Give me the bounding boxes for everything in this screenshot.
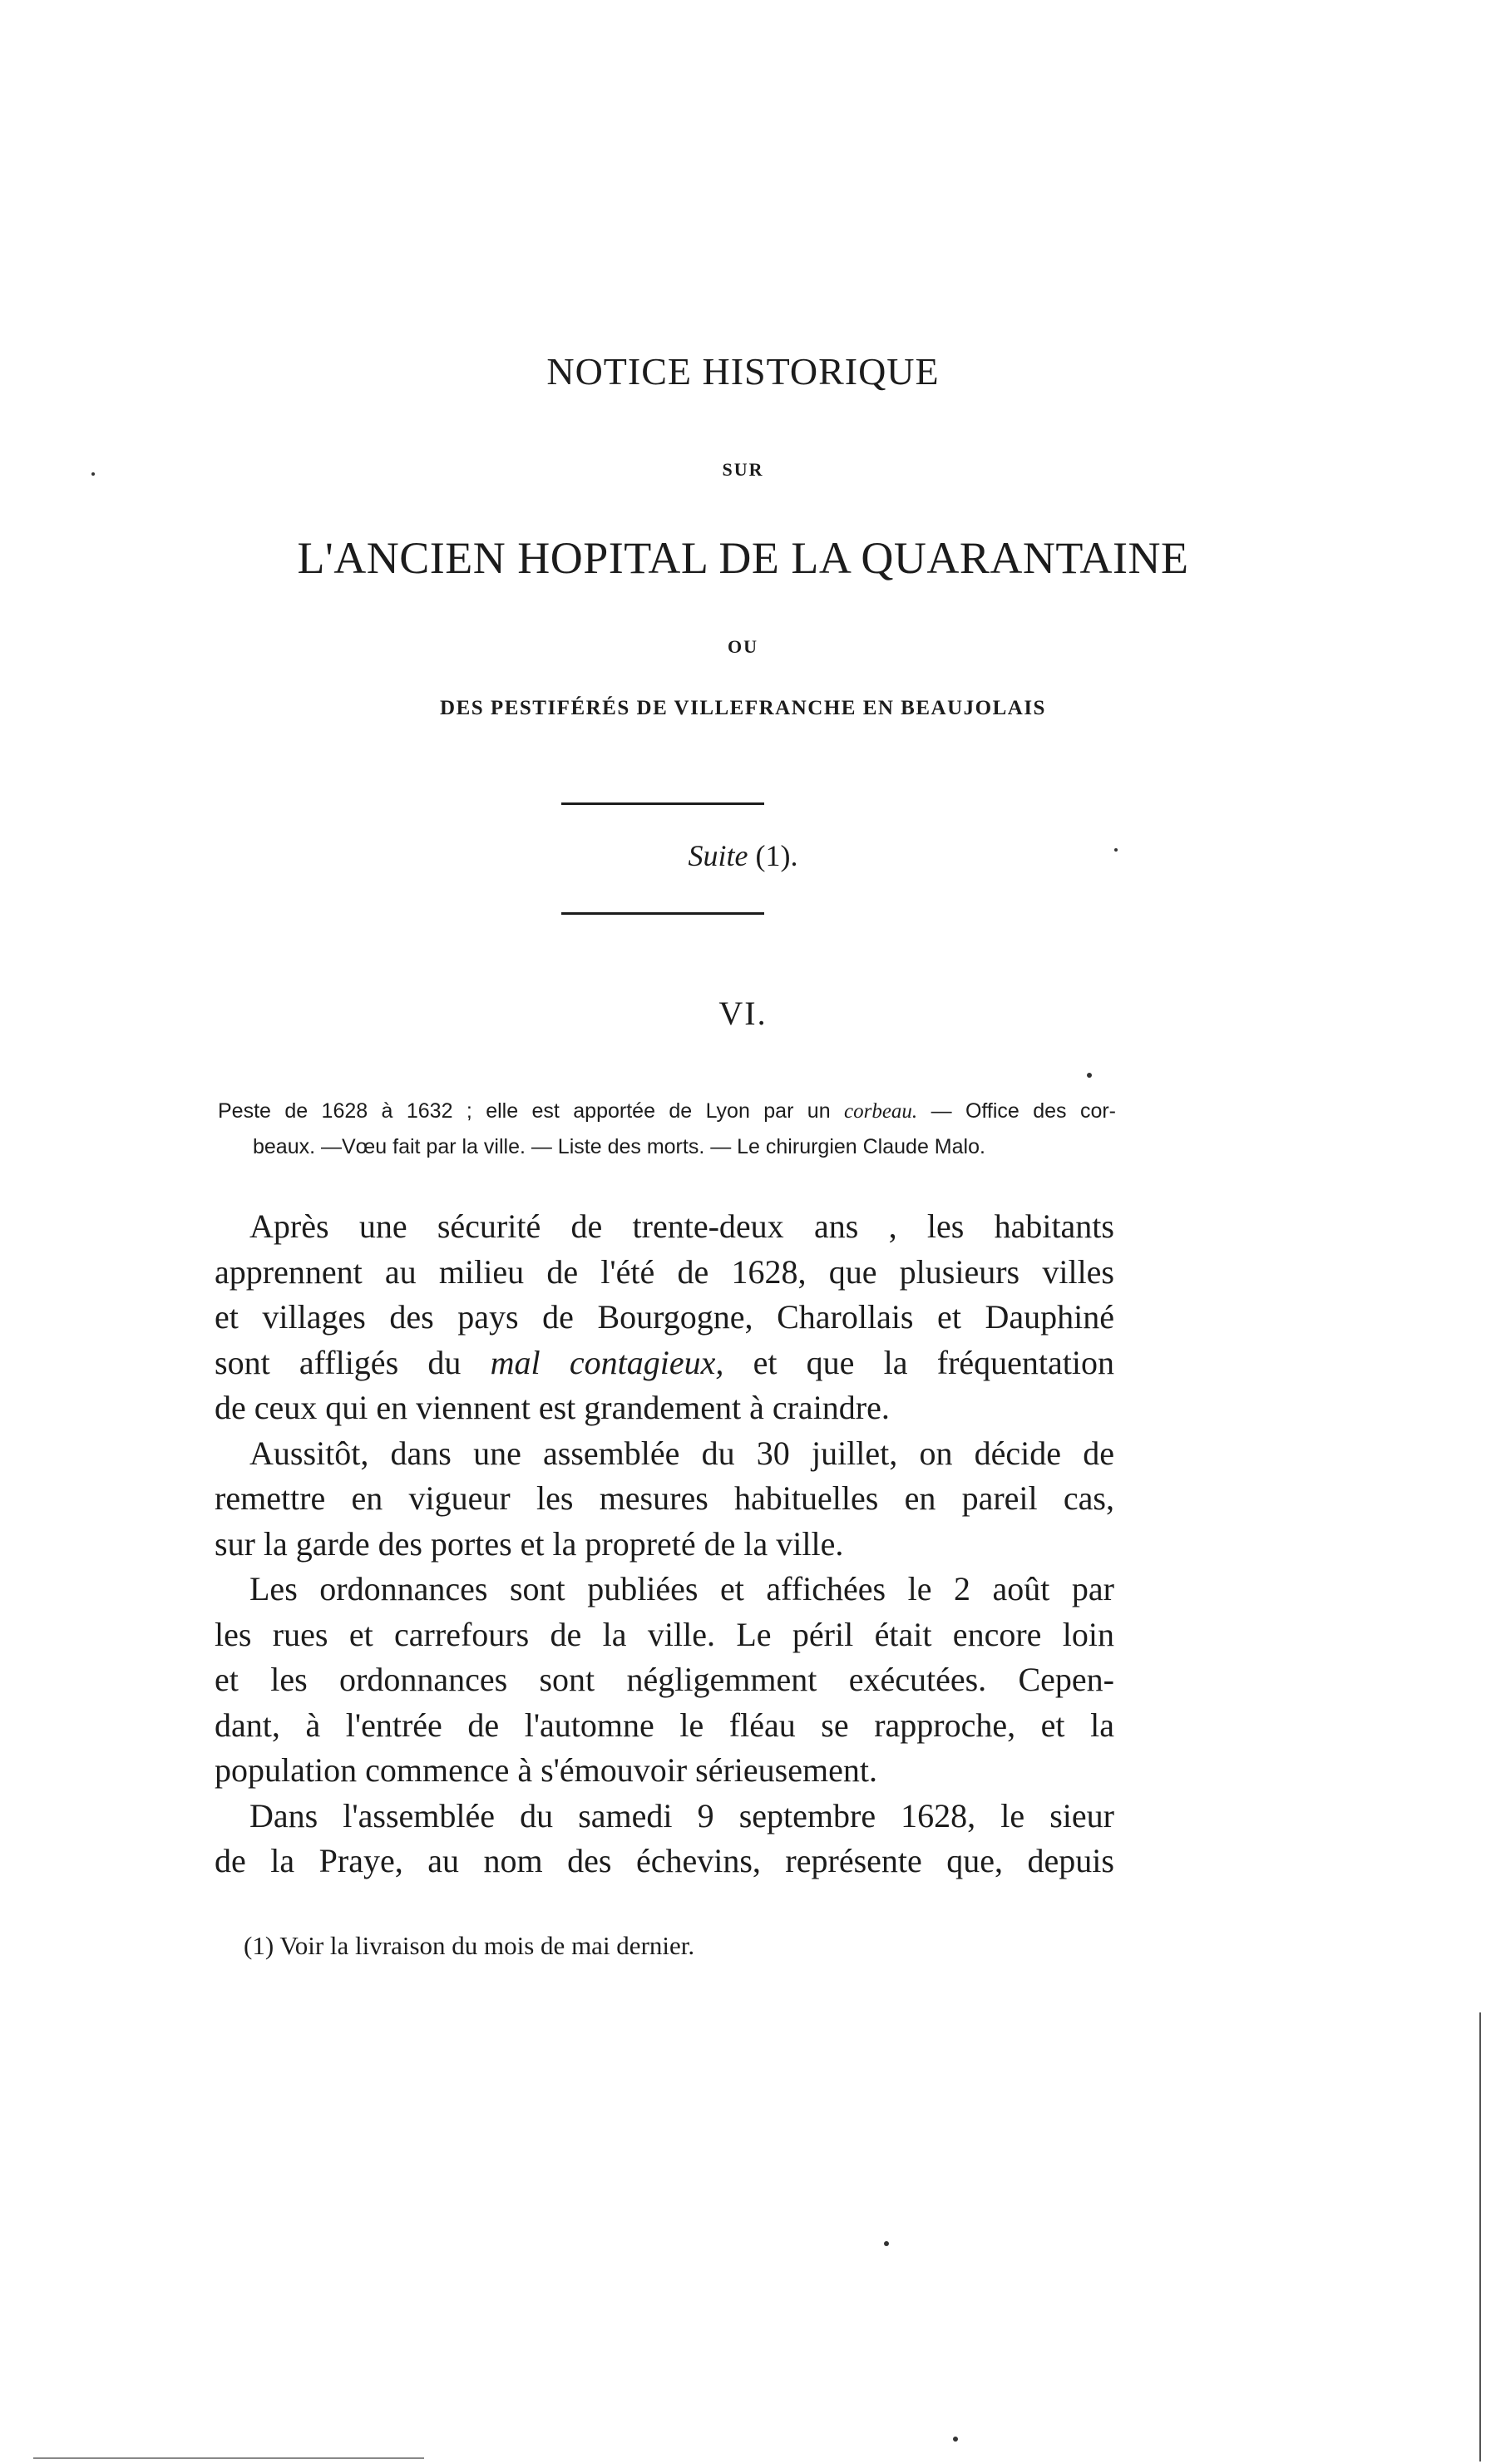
scan-bottom-line: [33, 2457, 424, 2459]
subtitle: DES PESTIFÉRÉS DE VILLEFRANCHE EN BEAUJOLAIS: [440, 697, 1046, 719]
main-title: L'ANCIEN HOPITAL DE LA QUARANTAINE: [297, 533, 1189, 583]
suite-note-ref: (1).: [748, 839, 798, 872]
body-line: apprennent au milieu de l'été de 1628, que plusieurs villes: [215, 1252, 1114, 1291]
scan-speck: [884, 2241, 889, 2246]
body-line: de la Praye, au nom des échevins, représente que, depuis: [215, 1842, 1114, 1879]
body-text: [215, 1204, 1114, 1884]
body-line: Aussitôt, dans une assemblée du 30 juillet, on décide de: [249, 1434, 1114, 1472]
notice-title: NOTICE HISTORIQUE: [546, 350, 940, 393]
body-line: et villages des pays de Bourgogne, Charollais et Dauphiné: [215, 1298, 1114, 1336]
body-line: les rues et carrefours de la ville. Le péril était encore loin: [215, 1615, 1114, 1653]
divider-bottom: [561, 912, 764, 915]
suite-italic: Suite: [688, 839, 748, 872]
ou-word: OU: [728, 636, 758, 657]
scan-edge-line: [1479, 2012, 1481, 2462]
chapter-summary: [218, 1094, 1116, 1164]
body-line: Dans l'assemblée du samedi 9 septembre 1628, le sieur: [249, 1796, 1114, 1834]
scan-speck: [1087, 1073, 1092, 1078]
chapter-number: VI.: [718, 995, 768, 1032]
body-line: Après une sécurité de trente-deux ans , les habitants: [249, 1207, 1114, 1245]
scan-speck: [91, 472, 95, 476]
body-line: remettre en vigueur les mesures habituelles en pareil cas,: [215, 1479, 1114, 1517]
body-line: de ceux qui en viennent est grandement à craindre.: [215, 1389, 890, 1426]
body-line: Les ordonnances sont publiées et affichées le 2 août par: [249, 1570, 1114, 1607]
suite-line: [0, 838, 1486, 873]
italic-phrase: mal contagieux,: [490, 1343, 724, 1381]
summary-line-1: Peste de 1628 à 1632 ; elle est apportée de Lyon par un corbeau. — Office des cor-: [218, 1099, 1116, 1123]
footnote: (1) Voir la livraison du mois de mai dernier.: [244, 1931, 695, 1960]
body-line: sur la garde des portes et la propreté de la ville.: [215, 1524, 844, 1563]
body-line: population commence à s'émouvoir sérieusement.: [215, 1751, 877, 1789]
divider-top: [561, 802, 764, 805]
sur-word: SUR: [722, 459, 764, 480]
scan-speck: [953, 2437, 958, 2442]
scan-speck: [1114, 848, 1118, 852]
body-line: dant, à l'entrée de l'automne le fléau se rapproche, et la: [215, 1706, 1114, 1744]
body-line: et les ordonnances sont négligemment exécutées. Cepen-: [215, 1661, 1114, 1698]
summary-line-2: beaux. —Vœu fait par la ville. — Liste des morts. — Le chirurgien Claude Malo.: [253, 1135, 985, 1158]
body-line: sont affligés du mal contagieux, et que la fréquentation: [215, 1343, 1115, 1381]
